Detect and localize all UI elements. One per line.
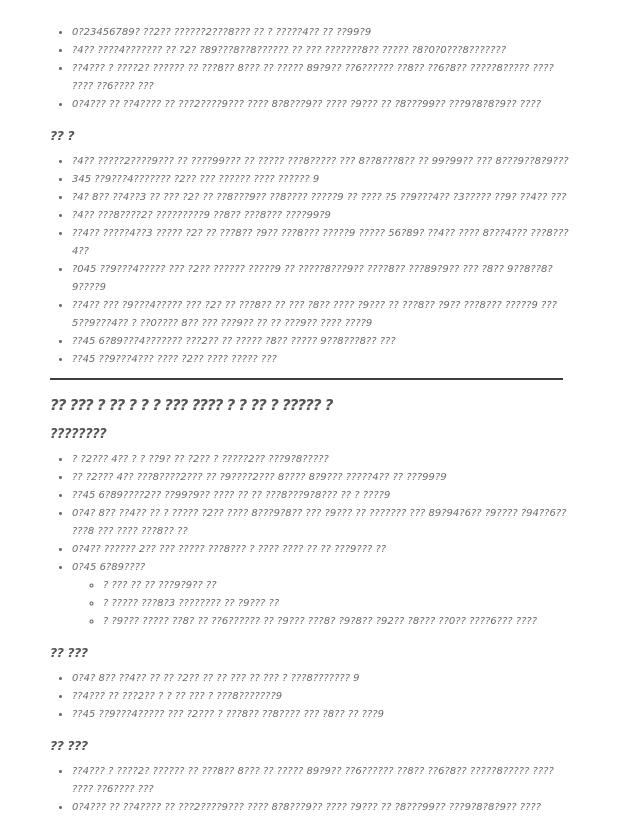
section-heading-overview: ???????? <box>50 427 107 442</box>
section-heading-changes: ?? ? <box>50 128 75 143</box>
nested-list-item: ◦ ? ?9??? ????? ??8? ?? ??6?????? ?? ?9??? ???8? ?9?8?? ?92?? ?8??? ??0?? ????6??? ???? <box>102 613 570 631</box>
list-item: • ?4?? ???8????2? ?????????9 ??8?? ???8??? ????99?9 <box>71 207 570 225</box>
list-item: • ??45 6?89???4??????? ???2?? ?? ????? ?8?? ????? 9??8???8?? ??? <box>71 333 570 351</box>
list-item <box>71 559 570 631</box>
section-heading-fixes: ?? ??? <box>50 645 88 660</box>
list-item: • 0?4? 8?? ??4?? ?? ?? ?2?? ?? ?? ??? ?? ??? ? ???8??????? 9 <box>71 670 570 688</box>
divider <box>50 378 563 380</box>
known-list <box>50 763 570 817</box>
list-item: • ?4? 8?? ??4??3 ?? ??? ?2? ?? ??8???9?? ??8???? ?????9 ?? ???? ?5 ??9???4?? ?3????? ??9? ??4?? ??? <box>71 189 570 207</box>
list-item: • ?045 ??9???4????? ??? ?2?? ?????? ?????9 ?? ?????8???9?? ????8?? ???89?9?? ??? ?8?? 9??8??8?9????9 <box>71 261 570 297</box>
list-item: • 0?4?? ?????? 2?? ??? ????? ???8??? ? ???? ???? ?? ?? ???9??? ?? <box>71 541 570 559</box>
list-item: • ??45 ??9???4??? ???? ?2?? ???? ????? ??? <box>71 351 570 369</box>
list-item: • ??45 6?89????2?? ??99?9?? ???? ?? ?? ???8???9?8??? ?? ? ????9 <box>71 487 570 505</box>
fixes-list <box>50 670 570 724</box>
nested-list <box>72 577 570 631</box>
list-item: • 0?4? 8?? ??4?? ?? ? ????? ?2?? ???? 8???9?8?? ??? ?9??? ?? ??????? ??? 89?94?6?? ?9???? ?94??6?? ???8 ??? ???? ???8?? ?? <box>71 505 570 541</box>
list-item: • ? ?2??? 4?? ? ? ??9? ?? ?2?? ? ?????2?? ???9?8????? <box>71 451 570 469</box>
section-heading-known: ?? ??? <box>50 738 88 753</box>
list-item: • ??45 ??9???4????? ??? ?2??? ? ???8?? ??8???? ??? ?8?? ?? ???9 <box>71 706 570 724</box>
list-item: • 345 ??9???4??????? ?2?? ??? ?????? ???? ?????? 9 <box>71 171 570 189</box>
list-item: • ?4?? ????4??????? ?? ?2? ?89???8??8?????? ?? ??? ???????8?? ????? ?8?0?0???8??????? <box>71 42 570 60</box>
list-item: • ?4?? ?????2????9??? ?? ????99??? ?? ????? ???8????? ??? 8??8???8?? ?? 99?99?? ??? 8???9??8?9??? <box>71 153 570 171</box>
list-item: • 0?4??? ?? ??4???? ?? ???2????9??? ???? 8?8???9?? ???? ?9??? ?? ?8???99?? ???9?8?8?9?? ???? <box>71 799 570 817</box>
list-item: • 0?23456789? ??2?? ??????2???8??? ?? ? ?????4?? ?? ??99?9 <box>71 24 570 42</box>
list-item: • ??4??? ? ????2? ?????? ?? ???8?? 8??? ?? ????? 89?9?? ??6?????? ??8?? ??6?8?? ?????8????? ???? ???? ??6???? ??? <box>71 60 570 96</box>
changes-list <box>50 153 570 369</box>
intro-list <box>50 24 570 114</box>
list-item: • 0?4??? ?? ??4???? ?? ???2????9??? ???? 8?8???9?? ???? ?9??? ?? ?8???99?? ???9?8?8?9?? ???? <box>71 96 570 114</box>
list-item: • ??4?? ?????4??3 ????? ?2? ?? ???8?? ?9?? ???8??? ?????9 ????? 56?89? ??4?? ???? 8???4??? ???8???4?? <box>71 225 570 261</box>
nested-list-item: ◦ ? ??? ?? ?? ???9?9?? ?? <box>102 577 570 595</box>
list-item-text: 0?45 6?89???? <box>72 562 146 573</box>
page-title: ?? ??? ? ?? ? ? ? ??? ???? ? ? ?? ? ????? ? <box>50 396 333 414</box>
list-item: • ??4??? ?? ???2?? ? ? ?? ??? ? ???8???????9 <box>71 688 570 706</box>
features-list <box>50 451 570 631</box>
nested-list-item: ◦ ? ????? ???8?3 ???????? ?? ?9??? ?? <box>102 595 570 613</box>
list-item: • ??4??? ? ????2? ?????? ?? ???8?? 8??? ?? ????? 89?9?? ??6?????? ??8?? ??6?8?? ?????8????? ???? ???? ??6???? ??? <box>71 763 570 799</box>
list-item: • ??4?? ??? ?9???4????? ??? ?2? ?? ???8?? ?? ??? ?8?? ???? ?9??? ?? ???8?? ?9?? ???8??? ?????9 ??? 5??9???4?? ? ??0???? 8?? ??? ???9?? ?? ?? ???9?? ???? ????9 <box>71 297 570 333</box>
list-item: • ?? ?2??? 4?? ???8????2??? ?? ?9????2??? 8???? 8?9??? ?????4?? ?? ???99?9 <box>71 469 570 487</box>
